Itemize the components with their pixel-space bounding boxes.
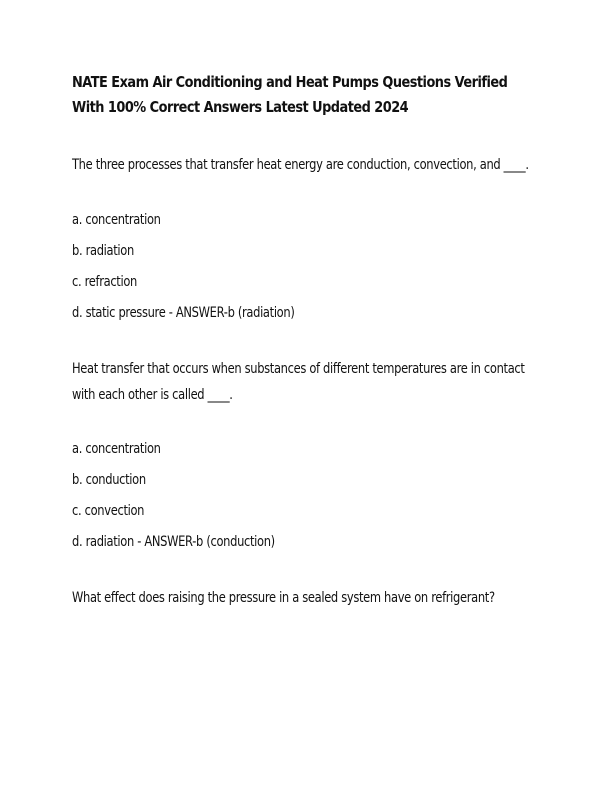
question-block-1 [72, 152, 540, 178]
question-block-2 [72, 356, 540, 408]
option-2d-answer: d. radiation - ANSWER-b (conduction) [72, 534, 275, 550]
option-2b: b. conduction [72, 472, 146, 488]
question-block-3 [72, 585, 540, 611]
question-options-1 [72, 205, 540, 329]
question-text-3: What effect does raising the pressure in a sealed system have on refrigerant? [72, 590, 495, 606]
option-2a: a. concentration [72, 441, 161, 457]
option-1d-answer: d. static pressure - ANSWER-b (radiation) [72, 305, 295, 321]
question-text-1: The three processes that transfer heat energy are conduction, convection, and ____. [72, 157, 529, 173]
question-text-2: Heat transfer that occurs when substances of different temperatures are in contact with each other is called ____. [72, 361, 525, 403]
document-content [72, 70, 540, 611]
document-title: NATE Exam Air Conditioning and Heat Pumps Questions Verified With 100% Correct Answers Latest Updated 2024 [72, 73, 508, 116]
option-2c: c. convection [72, 503, 145, 519]
option-1b: b. radiation [72, 243, 134, 259]
option-1c: c. refraction [72, 274, 137, 290]
option-1a: a. concentration [72, 212, 161, 228]
question-options-2 [72, 434, 540, 558]
